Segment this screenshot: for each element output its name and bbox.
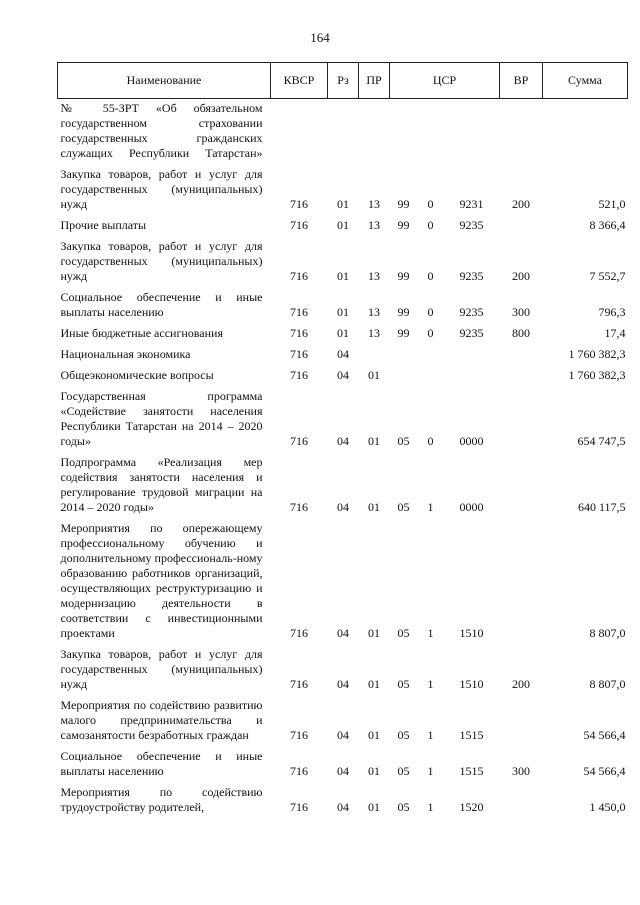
cell-sum: 1 760 382,3: [568, 347, 626, 361]
cell-csr-subprogram: 1: [427, 626, 434, 640]
cell-pr: 01: [368, 434, 380, 448]
cell-rz: 04: [337, 368, 349, 382]
cell-csr-subprogram: 0: [427, 326, 434, 340]
cell-pr: 13: [368, 197, 380, 211]
cell-sum: 8 366,4: [589, 218, 626, 232]
cell-csr-direction: 1520: [459, 800, 484, 814]
cell-sum: 17,4: [604, 326, 626, 340]
header-csr: ЦСР: [390, 63, 500, 99]
cell-rz: 01: [337, 197, 349, 211]
cell-csr-direction: 0000: [459, 500, 484, 514]
cell-csr-program: 99: [397, 269, 410, 283]
cell-pr: 01: [368, 500, 380, 514]
cell-csr-subprogram: 0: [427, 434, 434, 448]
cell-rz: 04: [337, 626, 349, 640]
cell-pr: 13: [368, 305, 380, 319]
cell-rz: 01: [337, 305, 349, 319]
cell-csr-direction: 9235: [459, 305, 484, 319]
cell-vr: [500, 99, 543, 162]
cell-csr-direction: [444, 99, 500, 162]
cell-kvsr: 716: [290, 305, 308, 319]
cell-csr-program: 05: [397, 500, 410, 514]
cell-pr: 01: [368, 764, 380, 778]
table-row: [58, 383, 628, 449]
cell-vr: 200: [512, 269, 531, 283]
cell-sum: 1 760 382,3: [568, 368, 626, 382]
cell-pr: 01: [368, 800, 380, 814]
cell-kvsr: 716: [290, 500, 308, 514]
cell-vr: [500, 692, 543, 743]
cell-name: Мероприятия по опережающему профессиональному обучению и дополнительному профессиональ-ному образованию работников организаций, осуществляющих реструктуризацию и модернизацию деятельности в соответствии с инвестиционными проектами: [60, 521, 263, 640]
cell-kvsr: 716: [290, 800, 308, 814]
cell-csr-subprogram: [418, 99, 444, 162]
table-row: [58, 233, 628, 284]
cell-csr-program: 05: [397, 728, 410, 742]
cell-csr-direction: 9235: [459, 218, 484, 232]
header-vr: ВР: [500, 63, 543, 99]
cell-sum: 54 566,4: [583, 764, 626, 778]
cell-rz: 04: [337, 434, 349, 448]
cell-vr: [500, 341, 543, 362]
budget-table: [57, 62, 628, 815]
cell-kvsr: 716: [290, 368, 308, 382]
table-row: [58, 320, 628, 341]
cell-name: Национальная экономика: [60, 347, 191, 361]
cell-rz: 04: [337, 764, 349, 778]
header-pr: ПР: [359, 63, 390, 99]
cell-csr-subprogram: 1: [427, 500, 434, 514]
cell-name: Иные бюджетные ассигнования: [60, 326, 223, 340]
cell-csr-direction: 9235: [459, 269, 484, 283]
cell-kvsr: 716: [290, 677, 308, 691]
cell-pr: 01: [368, 677, 380, 691]
cell-pr: [359, 341, 390, 362]
cell-csr-subprogram: [418, 362, 444, 383]
cell-rz: 04: [337, 677, 349, 691]
table-header-row: [58, 63, 628, 99]
table-body: [58, 99, 628, 816]
cell-name: Мероприятия по содействию трудоустройству родителей,: [60, 785, 263, 814]
cell-kvsr: 716: [290, 764, 308, 778]
cell-vr: [500, 362, 543, 383]
table-row: [58, 284, 628, 320]
cell-sum: 654 747,5: [577, 434, 626, 448]
cell-name: Закупка товаров, работ и услуг для государственных (муниципальных) нужд: [60, 647, 263, 691]
cell-name: Социальное обеспечение и иные выплаты населению: [60, 749, 263, 778]
cell-kvsr: 716: [290, 626, 308, 640]
table-row: [58, 779, 628, 815]
cell-kvsr: 716: [290, 326, 308, 340]
cell-sum: 640 117,5: [577, 500, 626, 514]
cell-pr: 13: [368, 326, 380, 340]
cell-csr-direction: 1510: [459, 626, 484, 640]
cell-csr-subprogram: 0: [427, 197, 434, 211]
cell-vr: [500, 515, 543, 641]
cell-csr-program: 99: [397, 326, 410, 340]
cell-csr-program: 05: [397, 800, 410, 814]
cell-csr-subprogram: [418, 341, 444, 362]
table-row: [58, 743, 628, 779]
cell-vr: [500, 383, 543, 449]
header-kvsr: КВСР: [271, 63, 328, 99]
cell-csr-program: 05: [397, 677, 410, 691]
cell-csr-direction: [444, 362, 500, 383]
cell-csr-program: [390, 99, 418, 162]
cell-vr: 200: [512, 197, 531, 211]
cell-sum: 8 807,0: [589, 677, 626, 691]
table-row: [58, 692, 628, 743]
cell-csr-program: 05: [397, 764, 410, 778]
cell-sum: 7 552,7: [589, 269, 626, 283]
cell-pr: 01: [368, 728, 380, 742]
cell-csr-program: 99: [397, 197, 410, 211]
cell-kvsr: 716: [290, 197, 308, 211]
cell-csr-program: [390, 362, 418, 383]
table-row: [58, 449, 628, 515]
cell-vr: [500, 779, 543, 815]
table-row: [58, 362, 628, 383]
cell-pr: 01: [368, 368, 380, 382]
header-rz: Рз: [328, 63, 359, 99]
table-row: [58, 99, 628, 162]
cell-pr: 01: [368, 626, 380, 640]
cell-vr: [500, 449, 543, 515]
cell-rz: 01: [337, 269, 349, 283]
header-name: Наименование: [58, 63, 271, 99]
cell-csr-direction: [444, 341, 500, 362]
cell-pr: 13: [368, 269, 380, 283]
cell-csr-subprogram: 1: [427, 800, 434, 814]
cell-kvsr: 716: [290, 728, 308, 742]
cell-vr: 300: [512, 305, 531, 319]
cell-rz: [328, 99, 359, 162]
cell-csr-program: 99: [397, 218, 410, 232]
cell-vr: 200: [512, 677, 531, 691]
cell-pr: [359, 99, 390, 162]
cell-vr: 300: [512, 764, 531, 778]
page-number: 164: [310, 30, 330, 45]
cell-name: Общеэкономические вопросы: [60, 368, 214, 382]
cell-name: Социальное обеспечение и иные выплаты населению: [60, 290, 263, 319]
cell-sum: 521,0: [598, 197, 626, 211]
cell-rz: 01: [337, 326, 349, 340]
cell-csr-subprogram: 0: [427, 305, 434, 319]
cell-csr-program: [390, 341, 418, 362]
cell-csr-subprogram: 1: [427, 728, 434, 742]
cell-csr-subprogram: 0: [427, 269, 434, 283]
cell-csr-direction: 1515: [459, 764, 484, 778]
cell-kvsr: 716: [290, 347, 308, 361]
cell-rz: 04: [337, 500, 349, 514]
cell-name: Мероприятия по содействию развитию малого предпринимательства и самозанятости безработных граждан: [60, 698, 263, 742]
cell-kvsr: 716: [290, 434, 308, 448]
cell-rz: 01: [337, 218, 349, 232]
table-row: [58, 161, 628, 212]
cell-sum: 796,3: [598, 305, 626, 319]
cell-csr-direction: 1515: [459, 728, 484, 742]
cell-pr: 13: [368, 218, 380, 232]
cell-name: Прочие выплаты: [60, 218, 147, 232]
cell-csr-direction: 9231: [459, 197, 484, 211]
cell-name: Закупка товаров, работ и услуг для государственных (муниципальных) нужд: [60, 167, 263, 211]
cell-csr-subprogram: 1: [427, 677, 434, 691]
cell-rz: 04: [337, 800, 349, 814]
cell-sum: 1 450,0: [589, 800, 626, 814]
cell-rz: 04: [337, 728, 349, 742]
cell-name: Закупка товаров, работ и услуг для государственных (муниципальных) нужд: [60, 239, 263, 283]
cell-csr-direction: 9235: [459, 326, 484, 340]
cell-csr-subprogram: 0: [427, 218, 434, 232]
cell-kvsr: 716: [290, 269, 308, 283]
table-row: [58, 515, 628, 641]
cell-vr: [500, 212, 543, 233]
cell-csr-program: 99: [397, 305, 410, 319]
cell-name: Подпрограмма «Реализация мер содействия занятости населения и регулирование трудовой миграции на 2014 – 2020 годы»: [60, 455, 263, 514]
cell-sum: [543, 99, 628, 162]
cell-sum: 54 566,4: [583, 728, 626, 742]
cell-csr-direction: 1510: [459, 677, 484, 691]
table-row: [58, 341, 628, 362]
table-row: [58, 641, 628, 692]
header-sum: Сумма: [543, 63, 628, 99]
cell-rz: 04: [337, 347, 349, 361]
cell-csr-program: 05: [397, 434, 410, 448]
cell-name: № 55-ЗРТ «Об обязательном государственном страховании государственных гражданских служащих Республики Татарстан»: [60, 101, 263, 160]
cell-kvsr: [271, 99, 328, 162]
cell-csr-subprogram: 1: [427, 764, 434, 778]
cell-kvsr: 716: [290, 218, 308, 232]
cell-name: Государственная программа «Содействие занятости населения Республики Татарстан на 2014 – 2020 годы»: [60, 389, 263, 448]
cell-csr-program: 05: [397, 626, 410, 640]
cell-csr-direction: 0000: [459, 434, 484, 448]
cell-vr: 800: [512, 326, 531, 340]
cell-sum: 8 807,0: [589, 626, 626, 640]
table-row: [58, 212, 628, 233]
